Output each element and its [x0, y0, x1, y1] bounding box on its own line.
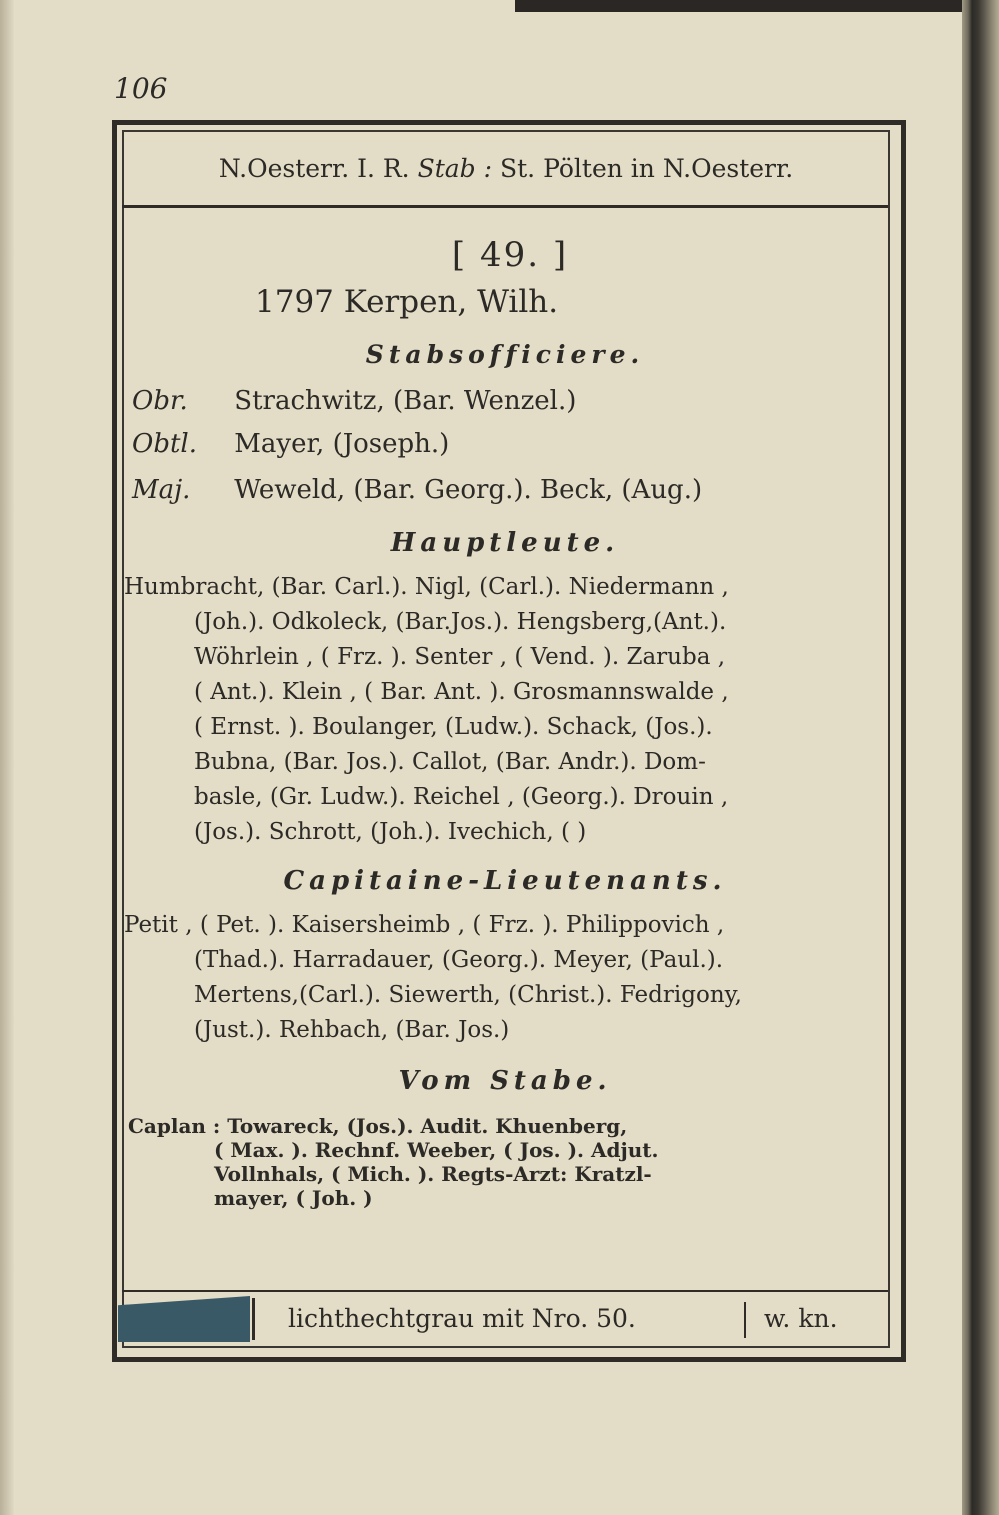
section-capitaine-lieutenants: Capitaine-Lieutenants.	[283, 866, 727, 896]
header-location: St. Pölten in N.Oesterr.	[500, 154, 794, 183]
officer-names: Weweld, (Bar. Georg.). Beck, (Aug.)	[234, 475, 703, 505]
page-gutter	[962, 0, 999, 1515]
list-line: ( Ernst. ). Boulanger, (Ludw.). Schack, (Jos.).	[194, 714, 713, 740]
list-line: ( Ant.). Klein , ( Bar. Ant. ). Grosmannswalde ,	[194, 679, 729, 705]
list-line: Vollnhals, ( Mich. ). Regts-Arzt: Kratzl-	[214, 1162, 652, 1186]
footer-divider	[252, 1298, 255, 1340]
regiment-inhaber: 1797 Kerpen, Wilh.	[255, 284, 559, 320]
list-line: (Jos.). Schrott, (Joh.). Ivechich, ( )	[194, 819, 587, 845]
list-line: Caplan : Towareck, (Jos.). Audit. Khuenberg,	[128, 1114, 628, 1138]
section-hauptleute: Hauptleute.	[390, 528, 620, 558]
officer-rank: Obtl.	[132, 429, 197, 459]
section-vom-stabe: Vom Stabe.	[398, 1066, 612, 1096]
footer-divider-right	[744, 1302, 746, 1338]
officer-names: Mayer, (Joseph.)	[234, 429, 450, 459]
officer-row-maj	[132, 475, 702, 505]
list-line: Wöhrlein , ( Frz. ). Senter , ( Vend. ). Zaruba ,	[194, 644, 726, 670]
list-line: Humbracht, (Bar. Carl.). Nigl, (Carl.). Niedermann ,	[124, 574, 729, 600]
list-line: mayer, ( Joh. )	[214, 1186, 373, 1210]
list-line: Petit , ( Pet. ). Kaisersheimb , ( Frz. ). Philippovich ,	[124, 912, 725, 938]
page-left-edge	[0, 0, 14, 1515]
list-line: (Thad.). Harradauer, (Georg.). Meyer, (Paul.).	[194, 947, 724, 973]
capitaine-list	[124, 908, 884, 1048]
list-line: Mertens,(Carl.). Siewerth, (Christ.). Fedrigony,	[194, 982, 742, 1008]
header-regiment: N.Oesterr. I. R.	[218, 154, 410, 183]
list-line: ( Max. ). Rechnf. Weeber, ( Jos. ). Adjut.	[214, 1138, 659, 1162]
list-line: Bubna, (Bar. Jos.). Callot, (Bar. Andr.). Dom-	[194, 749, 706, 775]
page-number: 106	[114, 72, 168, 105]
footer-rule	[122, 1290, 888, 1292]
list-line: basle, (Gr. Ludw.). Reichel , (Georg.). Drouin ,	[194, 784, 729, 810]
footer-uniform: lichthechtgrau mit Nro. 50.	[288, 1304, 636, 1333]
list-line: (Joh.). Odkoleck, (Bar.Jos.). Hengsberg,(Ant.).	[194, 609, 727, 635]
officer-row-obr	[132, 386, 576, 416]
header-stab-label: Stab :	[417, 154, 493, 183]
officer-rank: Maj.	[132, 475, 191, 505]
officer-row-obtl	[132, 429, 449, 459]
section-stabsofficiere: Stabsofficiere.	[365, 340, 645, 369]
stabe-list	[128, 1114, 886, 1210]
header-rule	[122, 205, 888, 208]
list-line: (Just.). Rehbach, (Bar. Jos.)	[194, 1017, 510, 1043]
officer-names: Strachwitz, (Bar. Wenzel.)	[234, 386, 577, 416]
scan-top-shadow	[515, 0, 999, 12]
officer-rank: Obr.	[132, 386, 188, 416]
regiment-number: [ 49. ]	[451, 235, 569, 275]
hauptleute-list	[124, 570, 884, 850]
page-header	[124, 154, 888, 183]
footer-buttons: w. kn.	[764, 1304, 838, 1333]
